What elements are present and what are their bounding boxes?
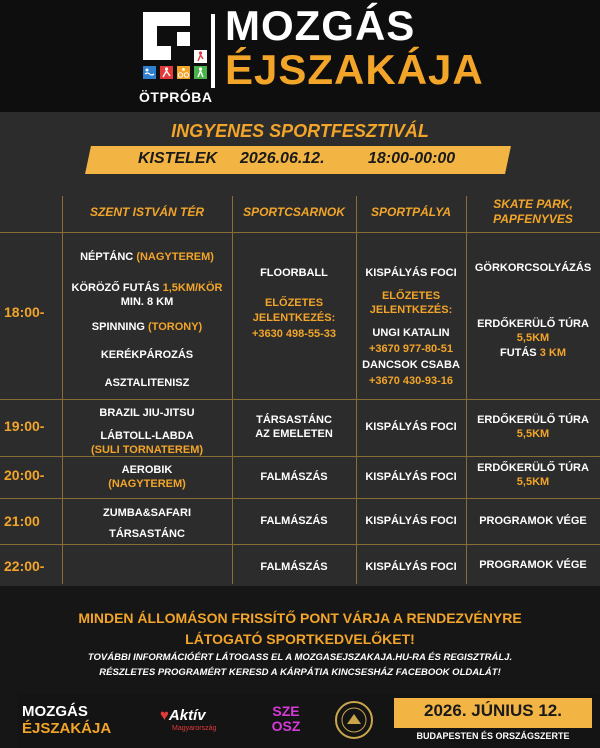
activity-kerekparozas: KERÉKPÁROZÁS: [100, 349, 194, 361]
row-divider: [0, 232, 600, 233]
info-text: TOVÁBBI INFORMÁCIÓÉRT LÁTOGASS EL A MOZGASEJSZAKAJA.HU-RA ÉS REGISZTRÁLJ. RÉSZLETES PROGRAMÉRT KERESD A KÁRPÁTIA KINCSESHÁZ FACEBOOK OLDALÁT!: [87, 652, 513, 678]
cyclist-icon: [177, 66, 190, 79]
row-divider: [0, 544, 600, 545]
hiker-icon: [194, 66, 207, 79]
activity-falmaszas: FALMÁSZÁS: [260, 471, 328, 483]
subtitle: INGYENES SPORTFESZTIVÁL: [171, 121, 429, 141]
activity-neptanc: NÉPTÁNC (NAGYTEREM): [80, 251, 214, 263]
preregistration-label: ELŐZETES: [381, 290, 441, 302]
skater-icon: [194, 50, 207, 63]
activity-erdokerulo-tura: ERDŐKERÜLŐ TÚRA 5,5KM: [477, 414, 589, 440]
time-label: 21:00: [4, 513, 40, 529]
bottom-logo-line2: ÉJSZAKÁJA: [22, 720, 112, 737]
otproba-label: ÖTPRÓBA: [139, 89, 213, 105]
activity-floorball: FLOORBALL: [260, 267, 328, 279]
time-label: 18:00-: [4, 304, 45, 320]
row-divider: [0, 498, 600, 499]
bottom-date: 2026. JÚNIUS 12.: [424, 701, 562, 720]
col-header-skate-park: SKATE PARK, PAPFENYVES: [493, 197, 573, 226]
aktiv-logo: ♥Aktív: [160, 707, 206, 724]
programs-end: PROGRAMOK VÉGE: [479, 515, 587, 527]
col-header-szent-istvan-ter: SZENT ISTVÁN TÉR: [89, 205, 204, 219]
phone-number: +3670 977-80-51: [368, 343, 454, 355]
szeosz-logo: SZE OSZ: [271, 703, 301, 734]
aktiv-logo-sub: Magyarország: [172, 725, 217, 732]
activity-falmaszas: FALMÁSZÁS: [260, 515, 328, 527]
title-line1: MOZGÁS: [225, 2, 416, 49]
kincseshaz-seal-icon: [334, 700, 374, 740]
activity-erdokerulo-tura: ERDŐKERÜLŐ TÚRA 5,5KM: [477, 462, 589, 488]
row-divider: [0, 399, 600, 400]
activity-brazil-jiu-jitsu: BRAZIL JIU-JITSU: [99, 407, 195, 419]
contact-name: DANCSOK CSABA: [362, 359, 460, 371]
activity-asztalitenisz: ASZTALITENISZ: [104, 377, 190, 389]
activity-spinning: SPINNING (TORONY): [91, 321, 203, 333]
programs-end: PROGRAMOK VÉGE: [479, 559, 587, 571]
activity-labtoll-labda: LÁBTOLL-LABDA (SULI TORNATEREM): [90, 430, 204, 456]
activity-tarsastanc: TÁRSASTÁNC AZ EMELETEN: [255, 414, 333, 440]
activity-zumba-safari: ZUMBA&SAFARI: [103, 507, 191, 519]
activity-aerobik: AEROBIK (NAGYTEREM): [108, 464, 186, 490]
activity-gorkorcsolyazas: GÖRKORCSOLYÁZÁS: [474, 262, 592, 274]
refreshment-notice: MINDEN ÁLLOMÁSON FRISSÍTŐ PONT VÁRJA A RENDEZVÉNYRE LÁTOGATÓ SPORTKEDVELŐKET!: [78, 610, 522, 647]
event-time: 18:00-00:00: [368, 150, 456, 167]
runner-icon: [160, 66, 173, 79]
phone-number: +3670 430-93-16: [368, 375, 454, 387]
col-header-sportcsarnok: SPORTCSARNOK: [243, 205, 345, 219]
swimmer-icon: [143, 66, 156, 79]
phone-number: +3630 498-55-33: [251, 328, 337, 340]
time-label: 20:00-: [4, 467, 45, 483]
contact-name: UNGI KATALIN: [372, 327, 450, 339]
activity-tarsastanc: TÁRSASTÁNC: [109, 528, 185, 540]
bottom-logo-line1: MOZGÁS: [22, 703, 88, 720]
preregistration-label: ELŐZETES: [264, 297, 324, 309]
time-label: 19:00-: [4, 418, 45, 434]
title-line2: ÉJSZAKÁJA: [225, 46, 484, 93]
activity-kispalyas-foci: KISPÁLYÁS FOCI: [365, 421, 457, 433]
activity-kispalyas-foci: KISPÁLYÁS FOCI: [365, 471, 457, 483]
activity-kispalyas-foci: KISPÁLYÁS FOCI: [365, 267, 457, 279]
activity-korozo-futas: KÖRÖZŐ FUTÁS 1,5KM/KÖR MIN. 8 KM: [71, 282, 223, 308]
activity-futas: FUTÁS 3 KM: [499, 347, 566, 359]
activity-kispalyas-foci: KISPÁLYÁS FOCI: [365, 561, 457, 573]
event-city: KISTELEK: [138, 150, 218, 167]
col-header-sportpalya: SPORTPÁLYA: [370, 205, 451, 219]
event-date: 2026.06.12.: [240, 150, 325, 167]
time-label: 22:00-: [4, 558, 45, 574]
otproba-logo: [143, 12, 208, 82]
logo-divider: [211, 14, 215, 88]
preregistration-label: JELENTKEZÉS:: [369, 304, 453, 316]
bottom-location: BUDAPESTEN ÉS ORSZÁGSZERTE: [416, 731, 570, 741]
activity-kispalyas-foci: KISPÁLYÁS FOCI: [365, 515, 457, 527]
activity-erdokerulo-tura: ERDŐKERÜLŐ TÚRA 5,5KM: [477, 318, 589, 344]
preregistration-label: JELENTKEZÉS:: [252, 312, 336, 324]
activity-falmaszas: FALMÁSZÁS: [260, 561, 328, 573]
